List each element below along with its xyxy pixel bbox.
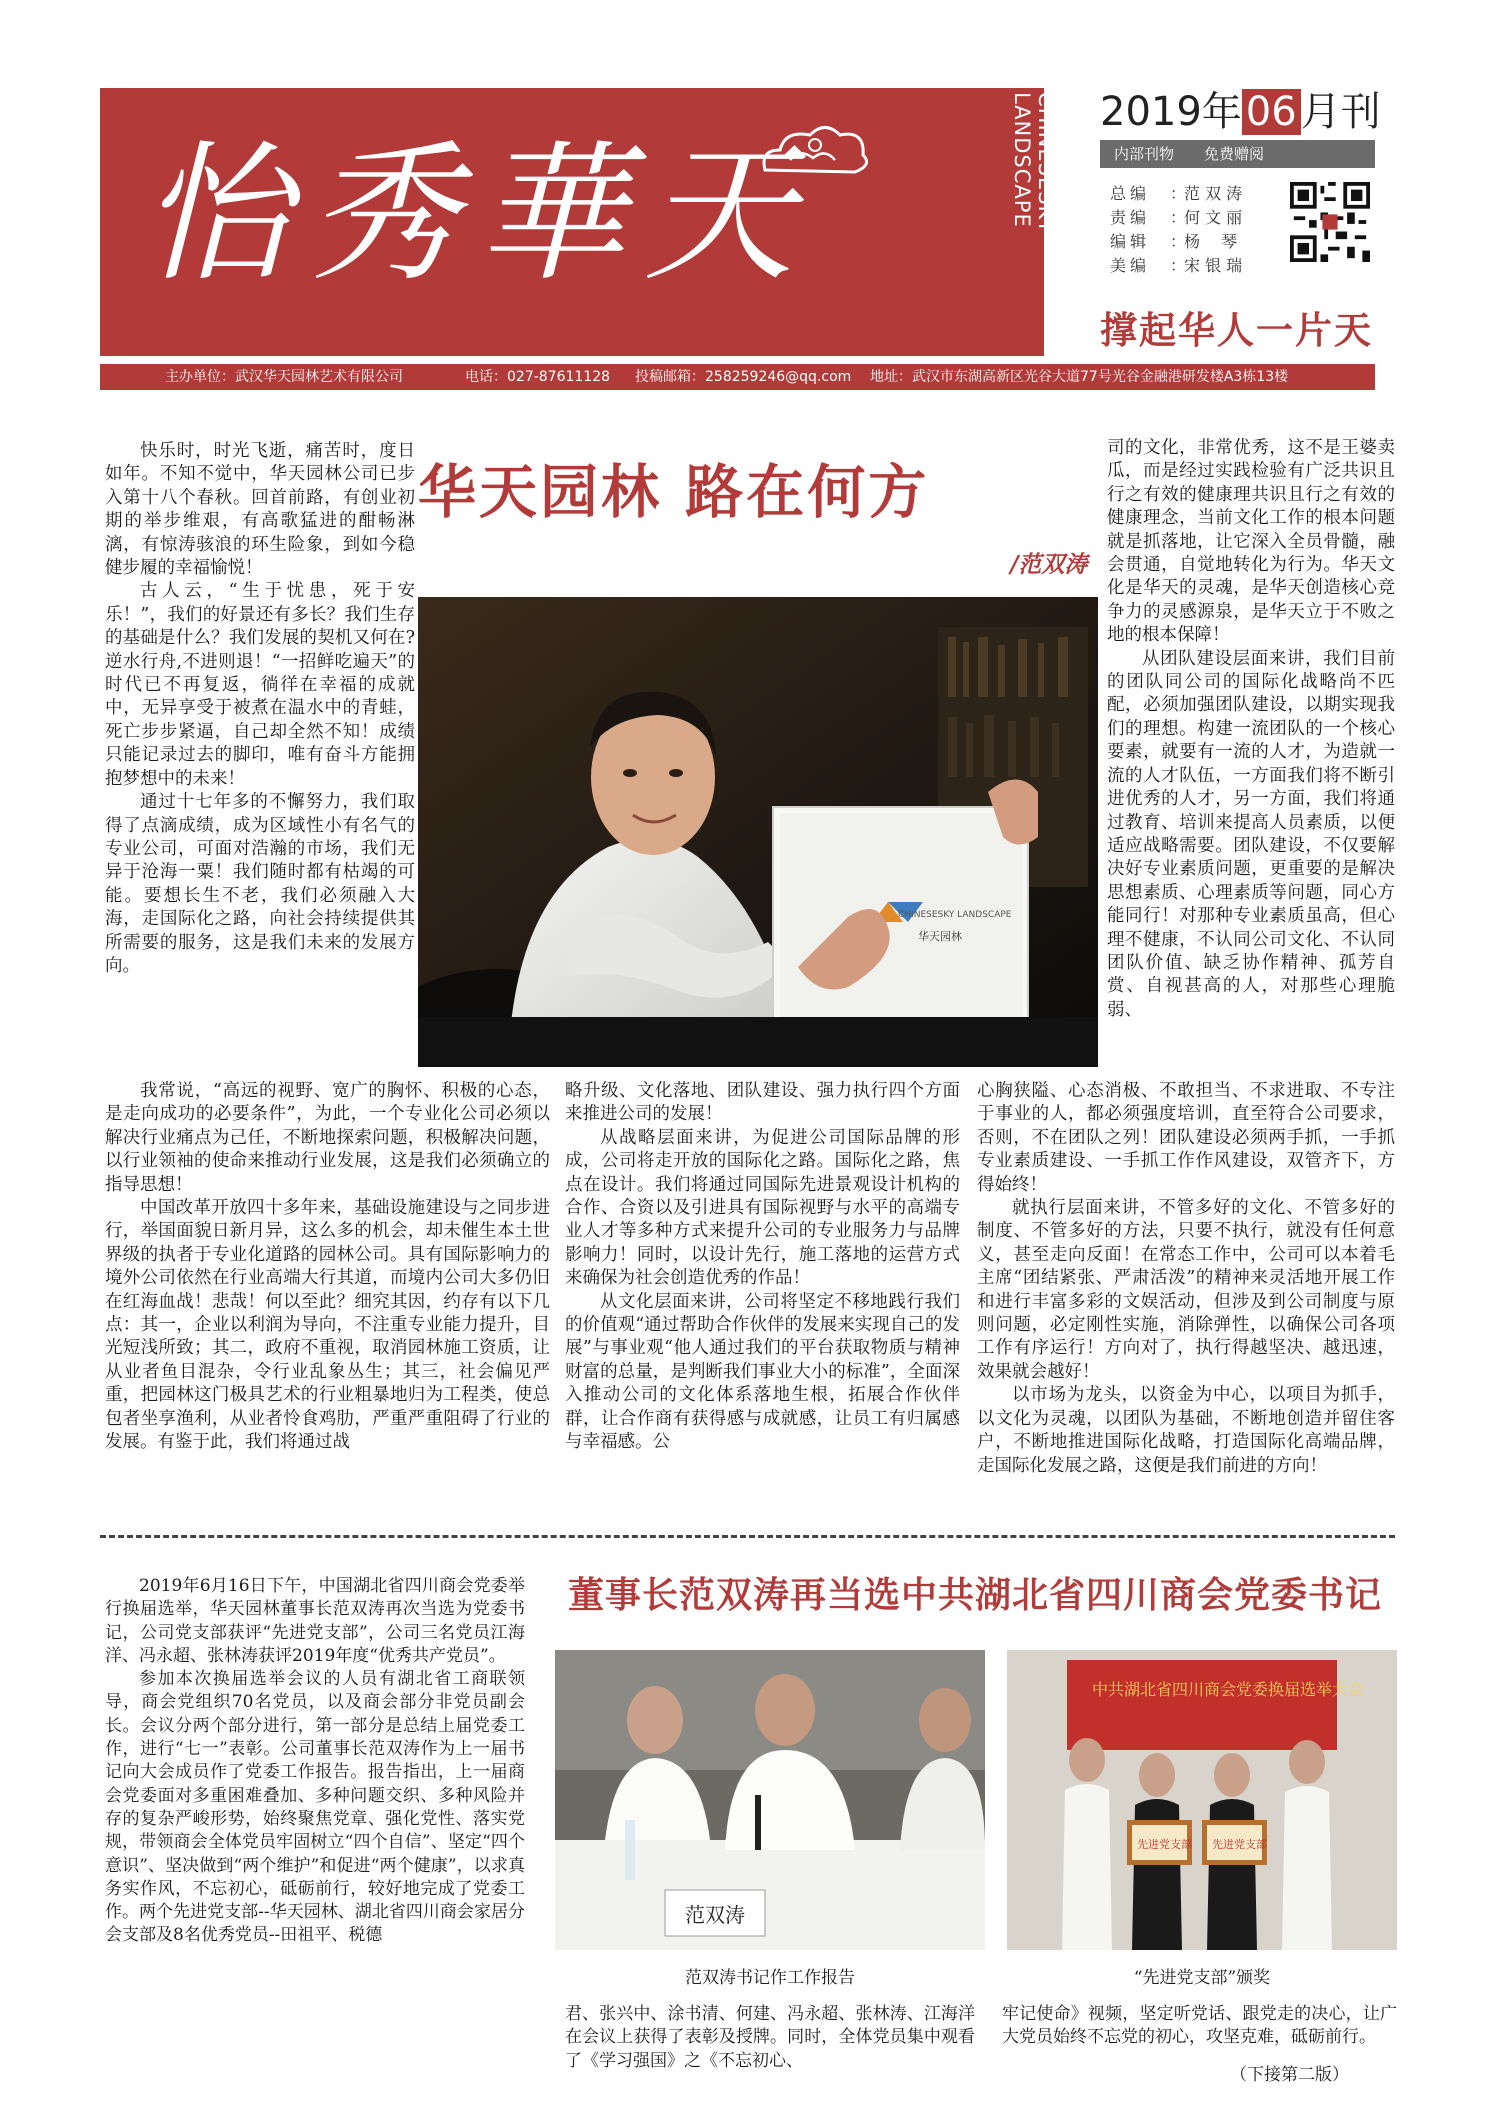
email-info[interactable]: 投稿邮箱：258259246@qq.com (635, 369, 852, 385)
paragraph: 通过十七年多的不懈努力，我们取得了点滴成绩，成为区域性小有名气的专业公司，可面对浩瀚的市场，我们无异于沧海一粟！我们随时都有枯竭的可能。要想长生不老，我们必须融入大海，走国际化之路，向社会持续提供其所需要的服务，这是我们未来的发展方向。 (105, 792, 415, 976)
meeting-photo (555, 1650, 985, 1950)
staff-row: 责编 ： 何 文 丽 (1110, 206, 1242, 230)
paragraph: 2019年6月16日下午，中国湖北省四川商会党委举行换届选举，华天园林董事长范双涛再次当选为党委书记，公司党支部获评“先进党支部”，公司三名党员江海洋、冯永超、张林涛获评2019年度“优秀共产党员”。 (105, 1576, 525, 1666)
staff-row: 总编 ： 范 双 涛 (1110, 182, 1242, 206)
article-byline: /范双涛 (1010, 551, 1088, 578)
staff-name: 何 文 丽 (1184, 208, 1243, 227)
book-logo: 华天园林 (918, 930, 962, 943)
english-name: CHINESESKY LANDSCAPE (1010, 92, 1058, 234)
award-text: 先进党支部 (1137, 1838, 1192, 1851)
paragraph: 就执行层面来讲，不管多好的文化、不管多好的制度、不管多好的方法，只要不执行，就没有任何意义，甚至走向反面！在常态工作中，公司可以本着毛主席“团结紧张、严肃活泼”的精神来灵活地开展工作和进行丰富多彩的文娱活动，但涉及到公司制度与原则问题，必定刚性实施，消除弹性，以确保公司各项工作有序运行！方向对了，执行得越坚决、越迅速，效果就会越好！ (977, 1198, 1395, 1382)
paragraph: 中国改革开放四十多年来，基础设施建设与之同步进行，举国面貌日新月异，这么多的机会，却未催生本土世界级的执者于专业化道路的园林公司。具有国际影响力的境外公司依然在行业高端大行其道，而境内公司大多仍旧在红海血战！悲哉！何以至此？细究其因，约存有以下几点：其一，企业以利润为导向，不注重专业能力提升，目光短浅所致；其二，政府不重视，取消园林施工资质，让从业者鱼目混杂，令行业乱象丛生；其三，社会偏见严重，把园林这门极具艺术的行业粗暴地归为工程类，使总包者坐享渔利，从业者怜食鸡肋，严重严重阻碍了行业的发展。有鉴于此，我们将通过战 (105, 1198, 550, 1453)
article-column-2 (105, 1080, 550, 1455)
paragraph: 司的文化，非常优秀，这不是王婆卖瓜，而是经过实践检验有广泛共识且行之有效的健康理共识且行之有效的健康理念，当前文化工作的根本问题就是抓落地，让它深入全员骨髓，融会贯通，自觉地转化为行为。华天文化是华天的灵魂，是华天创造核心竞争力的灵感源泉，是华天立于不败之地的根本保障！ (1107, 438, 1395, 646)
staff-role: 责编 (1110, 208, 1151, 227)
address-info: 地址：武汉市东湖高新区光谷大道77号光谷金融港研发楼A3栋13楼 (870, 369, 1289, 385)
continued-note: （下接第二版） (1230, 2065, 1349, 2085)
staff-row: 美编 ： 宋 银 瑞 (1110, 254, 1242, 278)
news-column (565, 2003, 975, 2073)
cloud-icon (755, 120, 875, 190)
award-photo (1007, 1650, 1397, 1950)
article-headline: 华天园林 路在何方 (418, 458, 930, 526)
banner-text: 中共湖北省四川商会党委换届选举大会 (1092, 1680, 1365, 1699)
article-column-5 (977, 1080, 1395, 1478)
newspaper-title: 怡秀華天 (140, 128, 813, 302)
paragraph: 君、张兴中、涂书清、何建、冯永超、张林涛、江海洋在会议上获得了表彰及授牌。同时，全体党员集中观看了《学习强国》之《不忘初心、 (565, 2004, 975, 2071)
free-label: 免费赠阅 (1204, 145, 1265, 163)
nameplate: 范双涛 (685, 1903, 745, 1927)
article-column-4 (1107, 437, 1395, 1022)
news-headline: 董事长范双涛再当选中共湖北省四川商会党委书记 (568, 1574, 1383, 1616)
paragraph: 古人云，“生于忧患，死于安乐！”，我们的好景还有多长？我们生存的基础是什么？我们发展的契机又何在?逆水行舟,不进则退！“一招鲜吃遍天”的时代已不再复返，徜徉在幸福的成就中，无异享受于被煮在温水中的青蛙，死亡步步紧逼，自己却全然不知！成绩只能记录过去的脚印，唯有奋斗方能拥抱梦想中的未来！ (105, 581, 415, 789)
news-column (105, 1575, 525, 1948)
photo-caption: 范双涛书记作工作报告 (685, 1968, 855, 1988)
paragraph: 以市场为龙头，以资金为中心，以项目为抓手，以文化为灵魂，以团队为基础，不断地创造并留住客户，不断地推进国际化战略，打造国际化高端品牌，走国际化发展之路，这便是我们前进的方向！ (977, 1385, 1395, 1476)
phone-info: 电话：027-87611128 (465, 369, 611, 385)
section-divider (100, 1535, 1395, 1538)
issue-suffix: 月刊 (1300, 89, 1381, 135)
internal-publication-bar (1100, 140, 1375, 168)
staff-name: 宋 银 瑞 (1184, 256, 1243, 275)
sponsor-info: 主办单位：武汉华天园林艺术有限公司 (165, 369, 403, 385)
paragraph: 从团队建设层面来讲，我们目前的团队同公司的国际化战略尚不匹配，必须加强团队建设，以期实现我们的理想。构建一流团队的一个核心要素，就要有一流的人才，为造就一流的人才队伍，一方面我们将不断引进优秀的人才，另一方面，我们将通过教育、培训来提高人员素质，以便适应战略需要。团队建设，不仅要解决好专业素质问题，更重要的是解决思想素质、心理素质等问题，同心方能同行！对那种专业素质虽高，但心理不健康，不认同公司文化、不认同团队价值、缺乏协作精神、孤芳自赏、自视甚高的人，对那些心理脆弱、 (1107, 648, 1395, 1020)
award-text: 先进党支部 (1212, 1838, 1267, 1851)
article-column-1 (105, 440, 415, 978)
issue-date (1100, 80, 1381, 137)
news-column (1002, 2003, 1397, 2050)
paragraph: 从文化层面来讲，公司将坚定不移地践行我们的价值观“通过帮助合作伙伴的发展来实现自己的发展”与事业观“他人通过我们的平台获取物质与精神财富的总量，是判断我们事业大小的标准”，全面深入推动公司的文化体系落地生根，拓展合作伙伴群，让合作商有获得感与成就感，让员工有归属感与幸福感。公 (565, 1291, 960, 1453)
issue-year: 2019年 (1100, 89, 1242, 135)
staff-role: 总编 (1110, 184, 1151, 203)
chairman-photo (418, 597, 1098, 1067)
info-bar (100, 364, 1375, 390)
staff-role: 美编 (1110, 256, 1151, 275)
book-sub: CHINESESKY LANDSCAPE (898, 910, 1012, 920)
paragraph: 从战略层面来讲，为促进公司国际品牌的形成，公司将走开放的国际化之路。国际化之路，焦点在设计。我们将通过同国际先进景观设计机构的合作、合资以及引进具有国际视野与水平的高端专业人才等多种方式来提升公司的专业服务力与品牌影响力！同时，以设计先行，施工落地的运营方式来确保为社会创造优秀的作品！ (565, 1127, 960, 1289)
photo-caption: “先进党支部”颁奖 (1133, 1968, 1271, 1988)
article-column-3 (565, 1080, 960, 1455)
paragraph: 略升级、文化落地、团队建设、强力执行四个方面来推进公司的发展！ (565, 1081, 960, 1125)
paragraph: 快乐时，时光飞逝，痛苦时，度日如年。不知不觉中，华天园林公司已步入第十八个春秋。回首前路，有创业初期的举步维艰，有高歌猛进的酣畅淋漓，有惊涛骇浪的环生险象，到如今稳健步履的幸福愉悦！ (105, 441, 415, 579)
paragraph: 参加本次换届选举会议的人员有湖北省工商联领导，商会党组织70名党员，以及商会部分非党员副会长。会议分两个部分进行，第一部分是总结上届党委工作，进行“七一”表彰。公司董事长范双涛作为上一届书记向大会成员作了党委工作报告。报告指出，上一届商会党委面对多重困难叠加、多种问题交织、多种风险并存的复杂严峻形势，始终聚焦党章、强化党性、落实党规，带领商会全体党员牢固树立“四个自信”、坚定“四个意识”、坚决做到“两个维护”和促进“两个健康”，以求真务实作风，不忘初心，砥砺前行，较好地完成了党委工作。两个先进党支部--华天园林、湖北省四川商会家居分会支部及8名优秀党员--田祖平、税德 (105, 1669, 525, 1946)
staff-list (1110, 182, 1242, 278)
staff-name: 杨 琴 (1184, 232, 1238, 251)
staff-role: 编辑 (1110, 232, 1151, 251)
qr-code-icon[interactable] (1290, 182, 1370, 262)
paragraph: 我常说，“高远的视野、宽广的胸怀、积极的心态，是走向成功的必要条件”，为此，一个专业化公司必须以解决行业痛点为己任，不断地探索问题，积极解决问题，以行业领袖的使命来推动行业发展，这是我们必须确立的指导思想！ (105, 1081, 550, 1195)
paragraph: 牢记使命》视频，坚定听党话、跟党走的决心，让广大党员始终不忘党的初心，攻坚克难，砥砺前行。 (1002, 2004, 1397, 2048)
paragraph: 心胸狭隘、心态消极、不敢担当、不求进取、不专注于事业的人，都必须强度培训，直至符合公司要求，否则，不在团队之列！团队建设必须两手抓，一手抓专业素质建设、一手抓工作作风建设，双管齐下，方得始终！ (977, 1081, 1395, 1195)
staff-name: 范 双 涛 (1184, 184, 1243, 203)
internal-label: 内部刊物 (1114, 145, 1175, 163)
issue-month: 06 (1242, 89, 1301, 135)
slogan: 撑起华人一片天 (1100, 308, 1373, 352)
staff-row: 编辑 ： 杨 琴 (1110, 230, 1242, 254)
